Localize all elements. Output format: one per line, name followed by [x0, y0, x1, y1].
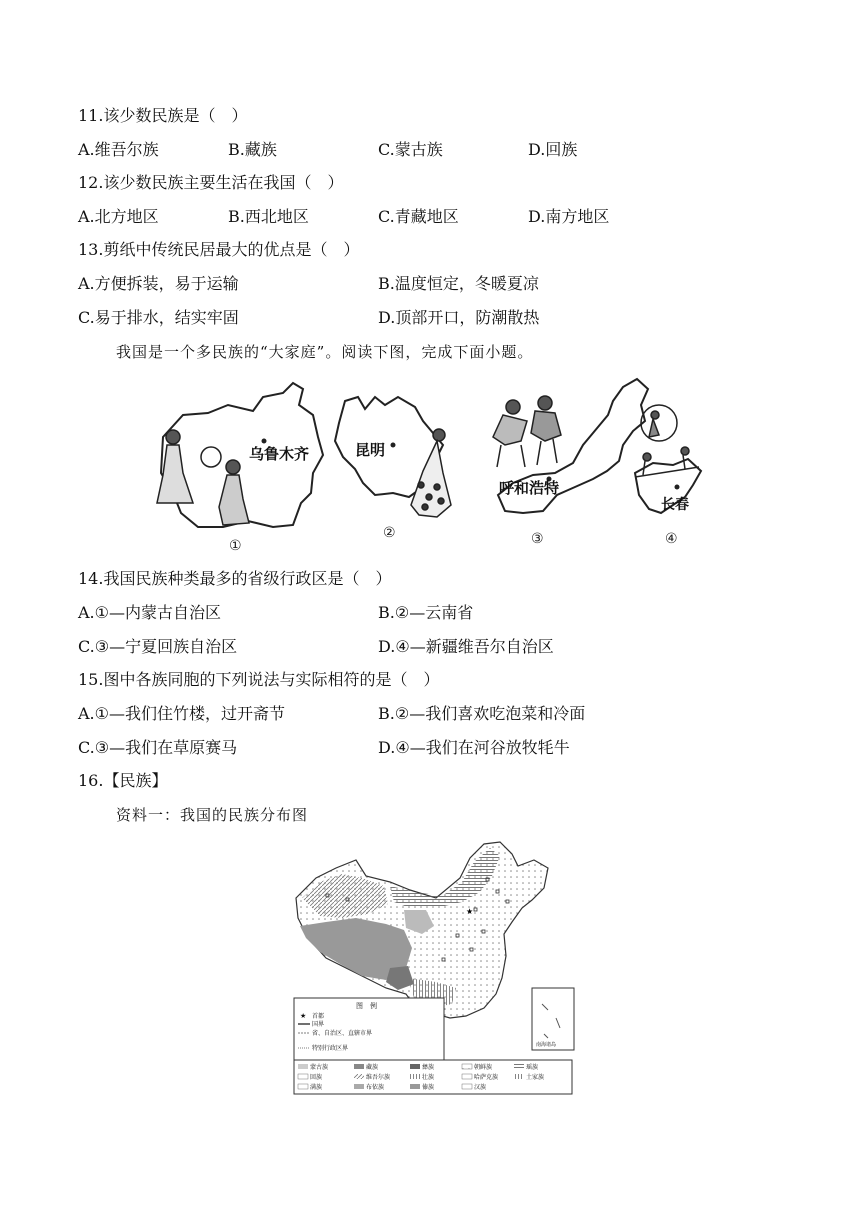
q15-option-b[interactable]: B.②—我们喜欢吃泡菜和冷面: [378, 704, 586, 723]
q15-option-c[interactable]: C.③—我们在草原赛马: [78, 738, 238, 757]
legend-tujia: 土家族: [526, 1074, 545, 1081]
legend-tibetan: 藏族: [366, 1064, 379, 1071]
q11-option-d[interactable]: D.回族: [528, 140, 578, 159]
legend-yao: 瑶族: [526, 1064, 539, 1071]
legend-provincial-border: 省、自治区、直辖市界: [312, 1030, 373, 1037]
legend-mongol: 蒙古族: [310, 1064, 329, 1071]
q14-option-d[interactable]: D.④—新疆维吾尔自治区: [378, 637, 554, 656]
q12-option-c[interactable]: C.青藏地区: [378, 207, 459, 226]
legend-title: 图 例: [356, 1002, 377, 1010]
q13-option-d[interactable]: D.顶部开口，防潮散热: [378, 308, 540, 327]
q11-option-a[interactable]: A.维吾尔族: [78, 140, 159, 159]
provinces-figure: [153, 375, 711, 558]
number-1: ①: [229, 538, 242, 554]
q12-stem: 12.该少数民族主要生活在我国（ ）: [78, 173, 344, 192]
q14-option-a[interactable]: A.①—内蒙古自治区: [78, 603, 221, 622]
q13-option-c[interactable]: C.易于排水，结实牢固: [78, 308, 239, 327]
legend-border: 国界: [312, 1021, 325, 1028]
legend-buyei: 布依族: [366, 1084, 385, 1091]
legend-manchu: 满族: [310, 1084, 323, 1091]
inset-label: 南海诸岛: [536, 1042, 557, 1048]
q15-option-a[interactable]: A.①—我们住竹楼，过开斋节: [78, 704, 285, 723]
legend-yi: 彝族: [422, 1064, 435, 1071]
intro-text: 我国是一个多民族的“大家庭”。阅读下图，完成下面小题。: [116, 343, 534, 361]
q15-option-d[interactable]: D.④—我们在河谷放牧牦牛: [378, 738, 570, 757]
q11-stem: 11.该少数民族是（ ）: [78, 106, 248, 125]
label-kunming: 昆明: [355, 441, 386, 459]
dai-peacock-dancer-figure: [411, 429, 451, 517]
capital-star-icon: ★: [466, 907, 474, 916]
legend-sar-border: 特别行政区界: [312, 1045, 349, 1052]
q12-option-d[interactable]: D.南方地区: [528, 207, 610, 226]
q14-option-c[interactable]: C.③—宁夏回族自治区: [78, 637, 238, 656]
q13-option-b[interactable]: B.温度恒定，冬暖夏凉: [378, 274, 539, 293]
legend-capital: 首都: [312, 1013, 325, 1020]
number-2: ②: [383, 525, 396, 541]
q16-material-title: 资料一：我国的民族分布图: [116, 806, 309, 824]
label-hohhot: 呼和浩特: [499, 479, 560, 497]
uyghur-dancers-figure: [157, 430, 249, 525]
number-4: ④: [665, 531, 678, 547]
legend-hui: 回族: [310, 1074, 323, 1081]
q11-option-c[interactable]: C.蒙古族: [378, 140, 443, 159]
mongol-dancers-figure: [493, 396, 561, 467]
label-changchun: 长春: [661, 497, 689, 513]
legend-zhuang: 壮族: [422, 1074, 435, 1081]
legend-han: 汉族: [474, 1084, 487, 1091]
legend-dai: 傣族: [422, 1084, 435, 1091]
q15-stem: 15.图中各族同胞的下列说法与实际相符的是（ ）: [78, 670, 440, 689]
q13-option-a[interactable]: A.方便拆装，易于运输: [78, 274, 239, 293]
q16-stem: 16.【民族】: [78, 771, 168, 790]
number-3: ③: [531, 531, 544, 547]
svg-text:★: ★: [300, 1012, 307, 1020]
ethnic-distribution-map: [286, 838, 580, 1096]
legend-uyghur: 维吾尔族: [366, 1074, 391, 1081]
q14-option-b[interactable]: B.②—云南省: [378, 603, 474, 622]
q12-option-a[interactable]: A.北方地区: [78, 207, 159, 226]
label-urumqi: 乌鲁木齐: [249, 445, 310, 463]
q13-stem: 13.剪纸中传统民居最大的优点是（ ）: [78, 240, 360, 259]
q12-option-b[interactable]: B.西北地区: [228, 207, 309, 226]
q14-stem: 14.我国民族种类最多的省级行政区是（ ）: [78, 569, 392, 588]
q11-option-b[interactable]: B.藏族: [228, 140, 277, 159]
legend-kazakh: 哈萨克族: [474, 1074, 499, 1081]
legend-korean: 朝鲜族: [474, 1064, 493, 1071]
